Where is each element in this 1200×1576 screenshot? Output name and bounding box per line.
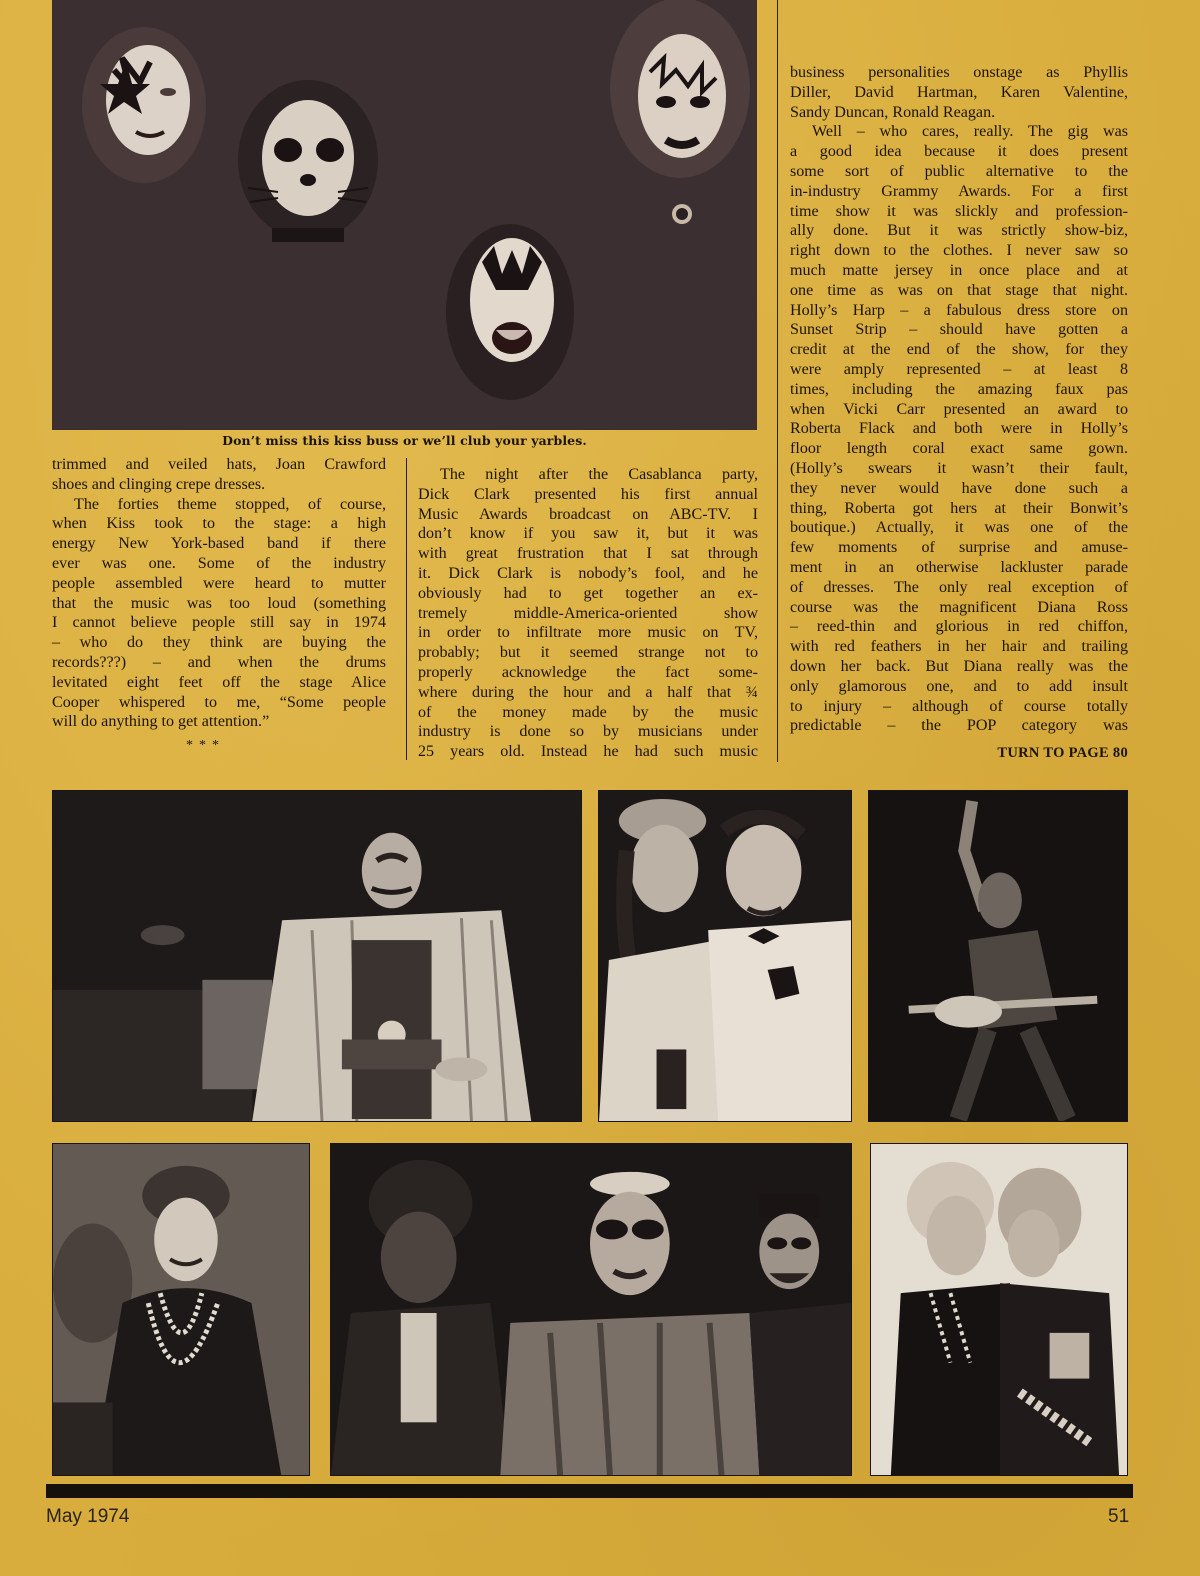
text-line: 25 years old. Instead he had such music <box>418 743 758 761</box>
article-column-1 <box>52 455 386 732</box>
text-line: thing, Roberta got hers at their Bonwit’s <box>790 499 1128 517</box>
party-photo-kiss-on-cheek <box>870 1143 1128 1476</box>
text-line: Diller, David Hartman, Karen Valentine, <box>790 83 1128 101</box>
text-line: – reed-thin and glorious in red chiffon, <box>790 618 1128 636</box>
concert-photo-guitarist <box>868 790 1128 1122</box>
text-line: predictable – the POP category was <box>790 717 1128 735</box>
text-line: (Holly’s swears it wasn’t their fault, <box>790 459 1128 477</box>
text-line: properly acknowledge the fact some- <box>418 663 758 681</box>
text-line: The night after the Casablanca party, <box>440 466 758 483</box>
article-column-2 <box>418 465 758 762</box>
text-line: were amply represented – at least 8 <box>790 360 1128 378</box>
text-line: Sandy Duncan, Ronald Reagan. <box>790 103 996 121</box>
text-line: people assembled were heard to mutter <box>52 574 386 592</box>
text-line: Dick Clark presented his first annual <box>418 485 758 503</box>
text-line: business personalities onstage as Phyllis <box>790 64 1128 81</box>
text-line: time show it was slickly and profession- <box>790 202 1128 220</box>
continued-on-page-note: TURN TO PAGE 80 <box>997 745 1128 761</box>
text-line: right down to the clothes. I never saw so <box>790 242 1128 260</box>
text-line: industry is done so by musicians under <box>418 723 758 741</box>
text-line: Cooper whispered to me, “Some people <box>52 693 386 711</box>
party-photo-robed-man <box>52 790 582 1122</box>
section-break-stars: *** <box>186 738 225 753</box>
text-line: when Vicki Carr presented an award to <box>790 400 1128 418</box>
party-photo-woman-pearls <box>52 1143 310 1476</box>
text-line: ment in an otherwise lackluster parade <box>790 558 1128 576</box>
party-photo-two-men <box>598 790 852 1122</box>
text-line: Roberta Flack and both were in Holly’s <box>790 420 1128 438</box>
text-line: trimmed and veiled hats, Joan Crawford <box>52 456 386 473</box>
article-column-3 <box>790 63 1128 736</box>
kiss-band-photo <box>52 0 757 430</box>
text-line: course was the magnificent Diana Ross <box>790 598 1128 616</box>
text-line: The forties theme stopped, of course, <box>74 495 386 513</box>
text-line: energy New York-based band if there <box>52 535 386 553</box>
issue-date: May 1974 <box>46 1506 130 1527</box>
text-line: floor length coral exact same gown. <box>790 440 1128 458</box>
text-line: few moments of surprise and amuse- <box>790 539 1128 557</box>
text-line: shoes and clinging crepe dresses. <box>52 475 266 493</box>
party-photo-three-guests <box>330 1143 852 1476</box>
text-line: times, including the amazing faux pas <box>790 380 1128 398</box>
text-line: with red feathers in her hair and trailing <box>790 638 1128 656</box>
text-line: in-industry Grammy Awards. For a first <box>790 182 1128 200</box>
text-line: of the money made by the music <box>418 703 758 721</box>
text-line: credit at the end of the show, for they <box>790 341 1128 359</box>
text-line: Holly’s Harp – a fabulous dress store on <box>790 301 1128 319</box>
text-line: Well – who cares, really. The gig was <box>812 123 1128 141</box>
text-line: they never would have done such a <box>790 479 1128 497</box>
text-line: tremely middle-America-oriented show <box>418 604 758 622</box>
column-rule-1 <box>406 458 407 760</box>
text-line: down her back. But Diana really was the <box>790 657 1128 675</box>
text-line: ally done. But it was strictly show-biz, <box>790 222 1128 240</box>
text-line: only glamorous one, and to add insult <box>790 677 1128 695</box>
text-line: obviously had to get together an ex- <box>418 584 758 602</box>
text-line: levitated eight feet off the stage Alice <box>52 673 386 691</box>
text-line: boutique.) Actually, it was one of the <box>790 519 1128 537</box>
text-line: where during the hour and a half that ¾ <box>418 683 758 701</box>
footer-rule <box>46 1484 1133 1498</box>
text-line: some sort of public alternative to the <box>790 162 1128 180</box>
text-line: when Kiss took to the stage: a high <box>52 515 386 533</box>
text-line: much matte jersey in once place and at <box>790 261 1128 279</box>
text-line: records???) – and when the drums <box>52 653 386 671</box>
text-line: I cannot believe people still say in 1974 <box>52 614 386 632</box>
text-line: will do anything to get attention.” <box>52 713 270 731</box>
photo-caption: Don’t miss this kiss buss or we’ll club your yarbles. <box>222 433 587 448</box>
page-number: 51 <box>1108 1506 1130 1527</box>
text-line: one time as was on that stage that night. <box>790 281 1128 299</box>
text-line: ever was one. Some of the industry <box>52 554 386 572</box>
text-line: it. Dick Clark is nobody’s fool, and he <box>418 564 758 582</box>
text-line: don’t know if you saw it, but it was <box>418 525 758 543</box>
text-line: – who do they think are buying the <box>52 634 386 652</box>
text-line: in order to infiltrate more music on TV, <box>418 624 758 642</box>
text-line: to injury – although of course totally <box>790 697 1128 715</box>
text-line: that the music was too loud (something <box>52 594 386 612</box>
text-line: a good idea because it does present <box>790 143 1128 161</box>
column-rule-2 <box>777 0 778 762</box>
text-line: probably; but it seemed strange not to <box>418 644 758 662</box>
text-line: Sunset Strip – should have gotten a <box>790 321 1128 339</box>
text-line: with great frustration that I sat through <box>418 545 758 563</box>
text-line: of dresses. The only real exception of <box>790 578 1128 596</box>
text-line: Music Awards broadcast on ABC-TV. I <box>418 505 758 523</box>
